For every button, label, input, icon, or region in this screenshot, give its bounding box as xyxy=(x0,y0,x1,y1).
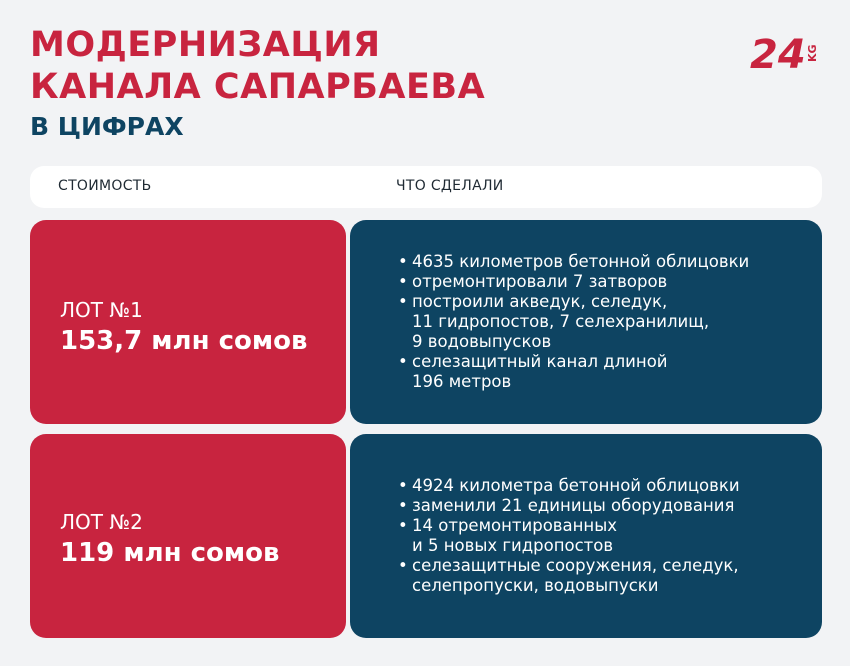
logo-number: 24 xyxy=(750,32,806,74)
list-item: • отремонтировали 7 затворов xyxy=(398,272,806,292)
lot-1-work-card xyxy=(350,220,822,424)
lot-2-amount: 119 млн сомов xyxy=(60,538,280,568)
page-title xyxy=(30,24,485,108)
lot-2-label: ЛОТ №2 xyxy=(60,510,143,534)
list-item: • построили акведук, селедук, 11 гидропостов, 7 селехранилищ, 9 водовыпусков xyxy=(398,292,806,352)
table-header xyxy=(30,166,822,208)
title-line-1: МОДЕРНИЗАЦИЯ xyxy=(30,25,381,65)
list-item: • селезащитные сооружения, селедук, селепропуски, водовыпуски xyxy=(398,556,806,596)
page-subtitle: В ЦИФРАХ xyxy=(30,112,184,141)
list-item: • селезащитный канал длиной 196 метров xyxy=(398,352,806,392)
column-header-work: ЧТО СДЕЛАЛИ xyxy=(396,178,504,194)
lot-2-cost-card xyxy=(30,434,346,638)
24kg-logo xyxy=(750,30,822,74)
column-header-cost: СТОИМОСТЬ xyxy=(58,178,152,194)
lot-1-work-list xyxy=(398,252,806,392)
title-line-2: КАНАЛА САПАРБАЕВА xyxy=(30,67,486,107)
lot-1-cost-card xyxy=(30,220,346,424)
list-item: • 4924 километра бетонной облицовки xyxy=(398,476,806,496)
list-item: • заменили 21 единицы оборудования xyxy=(398,496,806,516)
lot-1-label: ЛОТ №1 xyxy=(60,298,143,322)
lot-1-amount: 153,7 млн сомов xyxy=(60,326,308,356)
logo-suffix: KG xyxy=(806,44,819,62)
list-item: • 14 отремонтированных и 5 новых гидропостов xyxy=(398,516,806,556)
list-item: • 4635 километров бетонной облицовки xyxy=(398,252,806,272)
lot-2-work-card xyxy=(350,434,822,638)
lot-2-work-list xyxy=(398,476,806,596)
